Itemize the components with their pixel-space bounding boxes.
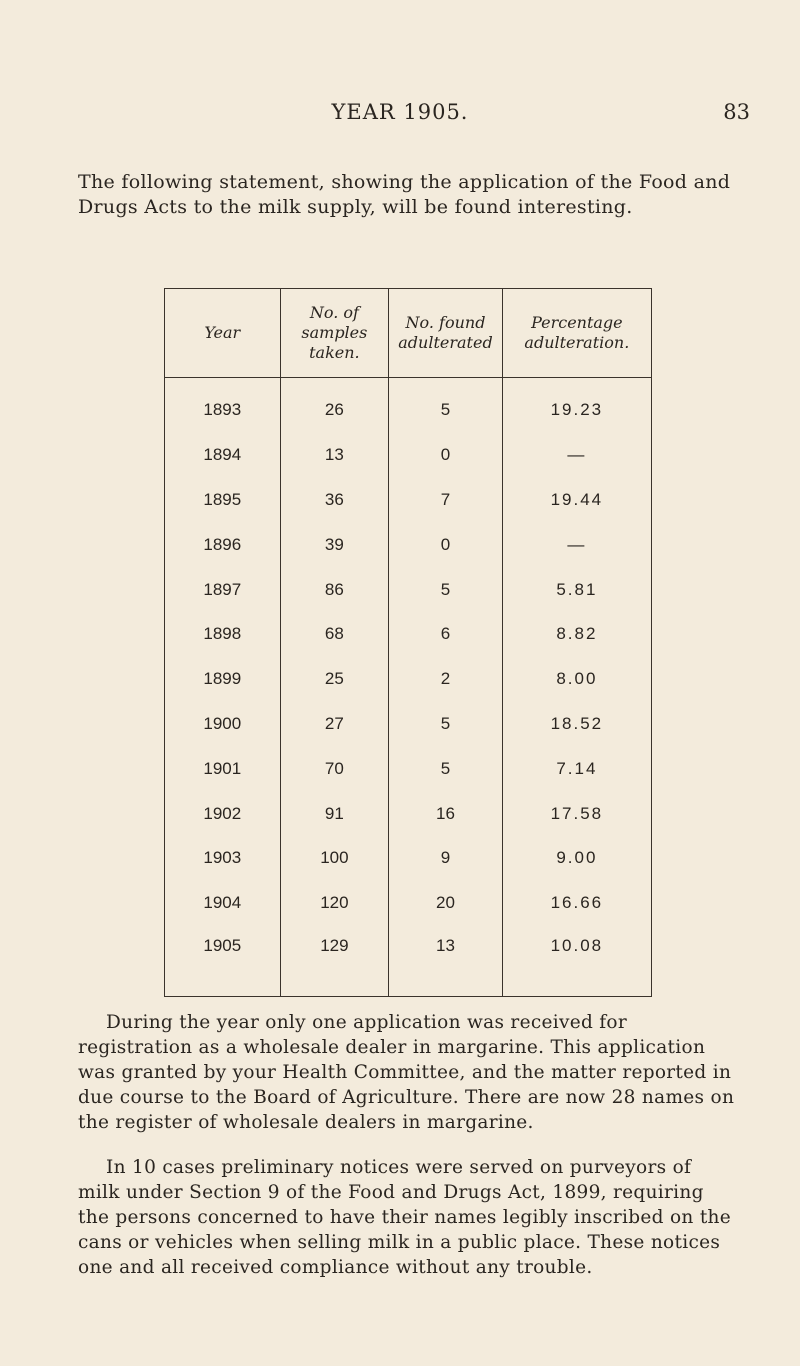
column-header-year: Year xyxy=(165,289,281,378)
cell-adulterated: 0 xyxy=(389,433,503,478)
cell-adulterated: 7 xyxy=(389,478,503,523)
column-header-percentage: Percentage adulteration. xyxy=(502,289,651,378)
cell-percentage: 17.58 xyxy=(502,791,651,836)
cell-year: 1894 xyxy=(165,433,281,478)
cell-samples: 86 xyxy=(280,567,389,612)
body-text xyxy=(78,1010,736,1300)
table-row xyxy=(165,881,652,926)
cell-year: 1904 xyxy=(165,881,281,926)
cell-samples: 13 xyxy=(280,433,389,478)
cell-adulterated: 6 xyxy=(389,612,503,657)
cell-samples: 91 xyxy=(280,791,389,836)
cell-adulterated: 13 xyxy=(389,926,503,997)
cell-percentage: 8.82 xyxy=(502,612,651,657)
cell-year: 1898 xyxy=(165,612,281,657)
cell-year: 1899 xyxy=(165,657,281,702)
running-head: YEAR 1905. xyxy=(331,100,469,124)
paragraph-notices: In 10 cases preliminary notices were served on purveyors of milk under Section 9 of the Food and Drugs Act, 1899, requiring the persons concerned to have their names legibly inscribed on the cans or vehicles when selling milk in a public place. These notices one and all received compliance without any trouble. xyxy=(78,1157,732,1278)
cell-samples: 120 xyxy=(280,881,389,926)
cell-percentage: 16.66 xyxy=(502,881,651,926)
cell-adulterated: 5 xyxy=(389,702,503,747)
table-row xyxy=(165,791,652,836)
table-row xyxy=(165,836,652,881)
table-row xyxy=(165,657,652,702)
table-body xyxy=(165,378,652,997)
cell-samples: 129 xyxy=(280,926,389,997)
table-row xyxy=(165,478,652,523)
cell-samples: 100 xyxy=(280,836,389,881)
cell-adulterated: 5 xyxy=(389,567,503,612)
cell-percentage: 7.14 xyxy=(502,746,651,791)
paragraph-margarine: During the year only one application was received for registration as a wholesale dealer in margarine. This application was granted by your Health Committee, and the matter reported in due course to the Board of Agriculture. There are now 28 names on the register of wholesale dealers in margarine. xyxy=(78,1012,735,1133)
cell-year: 1901 xyxy=(165,746,281,791)
table-row xyxy=(165,926,652,997)
table-row xyxy=(165,567,652,612)
cell-adulterated: 2 xyxy=(389,657,503,702)
cell-samples: 27 xyxy=(280,702,389,747)
cell-adulterated: 9 xyxy=(389,836,503,881)
cell-percentage: 10.08 xyxy=(502,926,651,997)
cell-percentage: — xyxy=(502,433,651,478)
cell-percentage: 5.81 xyxy=(502,567,651,612)
cell-year: 1905 xyxy=(165,926,281,997)
milk-adulteration-table xyxy=(164,288,652,956)
cell-adulterated: 5 xyxy=(389,378,503,433)
table-row xyxy=(165,612,652,657)
page-number: 83 xyxy=(723,100,750,124)
table-row xyxy=(165,746,652,791)
cell-adulterated: 20 xyxy=(389,881,503,926)
cell-adulterated: 16 xyxy=(389,791,503,836)
cell-adulterated: 5 xyxy=(389,746,503,791)
cell-adulterated: 0 xyxy=(389,522,503,567)
cell-samples: 68 xyxy=(280,612,389,657)
cell-percentage: 9.00 xyxy=(502,836,651,881)
cell-year: 1893 xyxy=(165,378,281,433)
intro-paragraph: The following statement, showing the application of the Food and Drugs Acts to the milk supply, will be found interesting. xyxy=(78,171,731,218)
cell-percentage: 8.00 xyxy=(502,657,651,702)
table-row xyxy=(165,702,652,747)
column-header-adulterated: No. found adulterated xyxy=(389,289,503,378)
cell-samples: 39 xyxy=(280,522,389,567)
cell-samples: 25 xyxy=(280,657,389,702)
column-header-samples: No. of samples taken. xyxy=(280,289,389,378)
page-header xyxy=(0,100,800,130)
cell-year: 1900 xyxy=(165,702,281,747)
cell-year: 1897 xyxy=(165,567,281,612)
table-row xyxy=(165,522,652,567)
cell-year: 1902 xyxy=(165,791,281,836)
statistics-table xyxy=(164,288,652,997)
cell-percentage: 19.44 xyxy=(502,478,651,523)
cell-percentage: 19.23 xyxy=(502,378,651,433)
cell-percentage: 18.52 xyxy=(502,702,651,747)
cell-percentage: — xyxy=(502,522,651,567)
table-header-row xyxy=(165,289,652,378)
cell-samples: 70 xyxy=(280,746,389,791)
table-row xyxy=(165,378,652,433)
cell-year: 1903 xyxy=(165,836,281,881)
cell-year: 1896 xyxy=(165,522,281,567)
cell-samples: 36 xyxy=(280,478,389,523)
cell-year: 1895 xyxy=(165,478,281,523)
cell-samples: 26 xyxy=(280,378,389,433)
table-row xyxy=(165,433,652,478)
